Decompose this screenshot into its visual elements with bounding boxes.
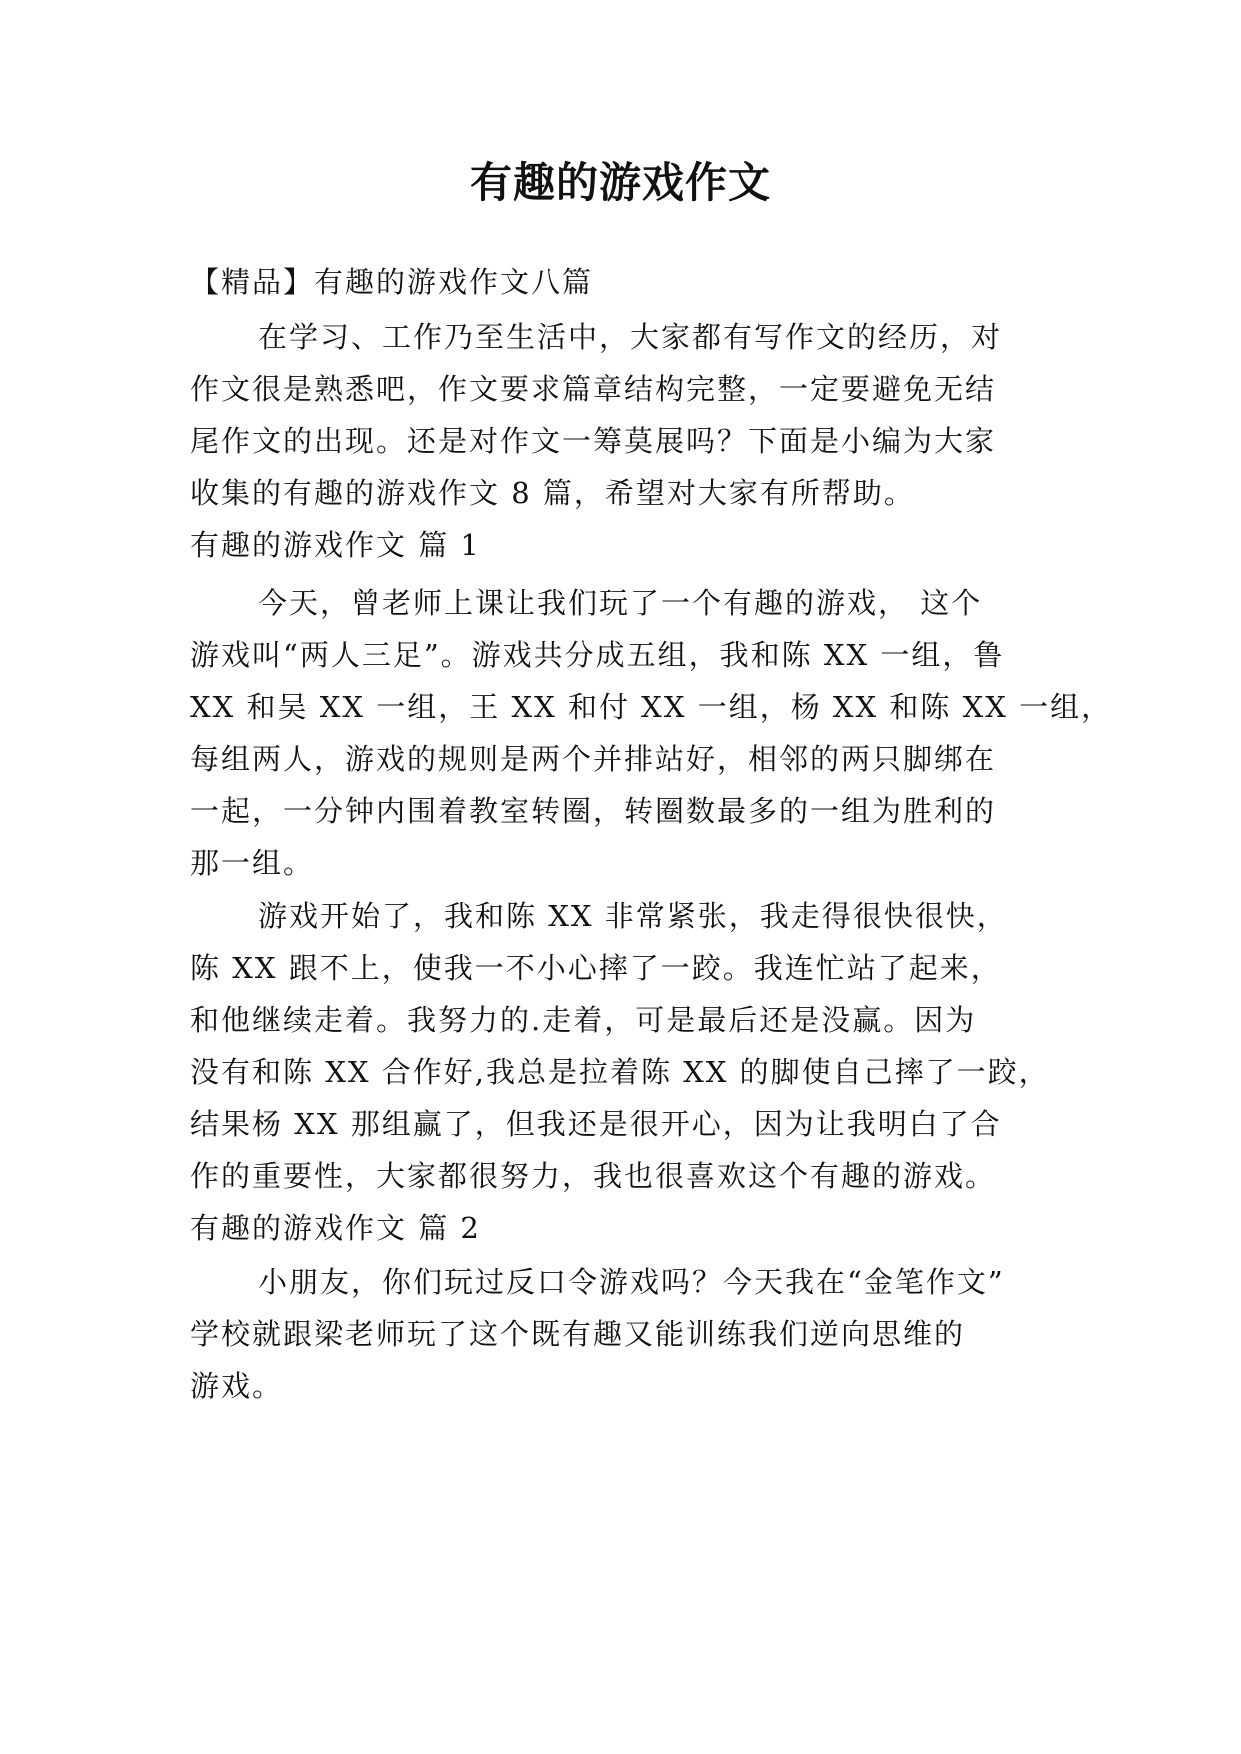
intro-line: 作文很是熟悉吧，作文要求篇章结构完整，一定要避免无结: [190, 372, 997, 406]
essay1-line: 那一组。: [190, 846, 315, 880]
essay1-line: 一起，一分钟内围着教室转圈，转圈数最多的一组为胜利的: [190, 794, 997, 828]
section-heading-1: 有趣的游戏作文 篇 1: [190, 528, 481, 562]
essay2-line: 游戏。: [190, 1369, 284, 1403]
essay1-line: 游戏开始了，我和陈 XX 非常紧张，我走得很快很快，: [258, 899, 1008, 933]
essay1-line: 和他继续走着。我努力的.走着，可是最后还是没赢。因为: [190, 1003, 977, 1037]
essay1-line: 结果杨 XX 那组赢了，但我还是很开心，因为让我明白了合: [190, 1107, 1002, 1141]
essay1-line: XX 和吴 XX 一组，王 XX 和付 XX 一组，杨 XX 和陈 XX 一组，: [190, 690, 1113, 724]
essay2-line: 小朋友，你们玩过反口令游戏吗？今天我在“金笔作文”: [258, 1265, 1005, 1299]
essay1-line: 陈 XX 跟不上，使我一不小心摔了一跤。我连忙站了起来，: [190, 951, 1002, 985]
essay1-line: 游戏叫“两人三足”。游戏共分成五组，我和陈 XX 一组，鲁: [190, 638, 1005, 672]
essay2-line: 学校就跟梁老师玩了这个既有趣又能训练我们逆向思维的: [190, 1317, 966, 1351]
essay1-line: 作的重要性，大家都很努力，我也很喜欢这个有趣的游戏。: [190, 1159, 997, 1193]
document-subtitle: 【精品】有趣的游戏作文八篇: [190, 265, 594, 299]
section-heading-2: 有趣的游戏作文 篇 2: [190, 1211, 481, 1245]
intro-line: 尾作文的出现。还是对作文一筹莫展吗？下面是小编为大家: [190, 424, 997, 458]
essay1-line: 每组两人，游戏的规则是两个并排站好，相邻的两只脚绑在: [190, 742, 997, 776]
intro-line: 在学习、工作乃至生活中，大家都有写作文的经历，对: [258, 320, 1003, 354]
document-title: 有趣的游戏作文: [469, 158, 771, 207]
essay1-line: 今天，曾老师上课让我们玩了一个有趣的游戏， 这个: [258, 586, 983, 620]
essay1-line: 没有和陈 XX 合作好,我总是拉着陈 XX 的脚使自己摔了一跤，: [190, 1055, 1050, 1089]
intro-line: 收集的有趣的游戏作文 8 篇，希望对大家有所帮助。: [190, 476, 915, 510]
